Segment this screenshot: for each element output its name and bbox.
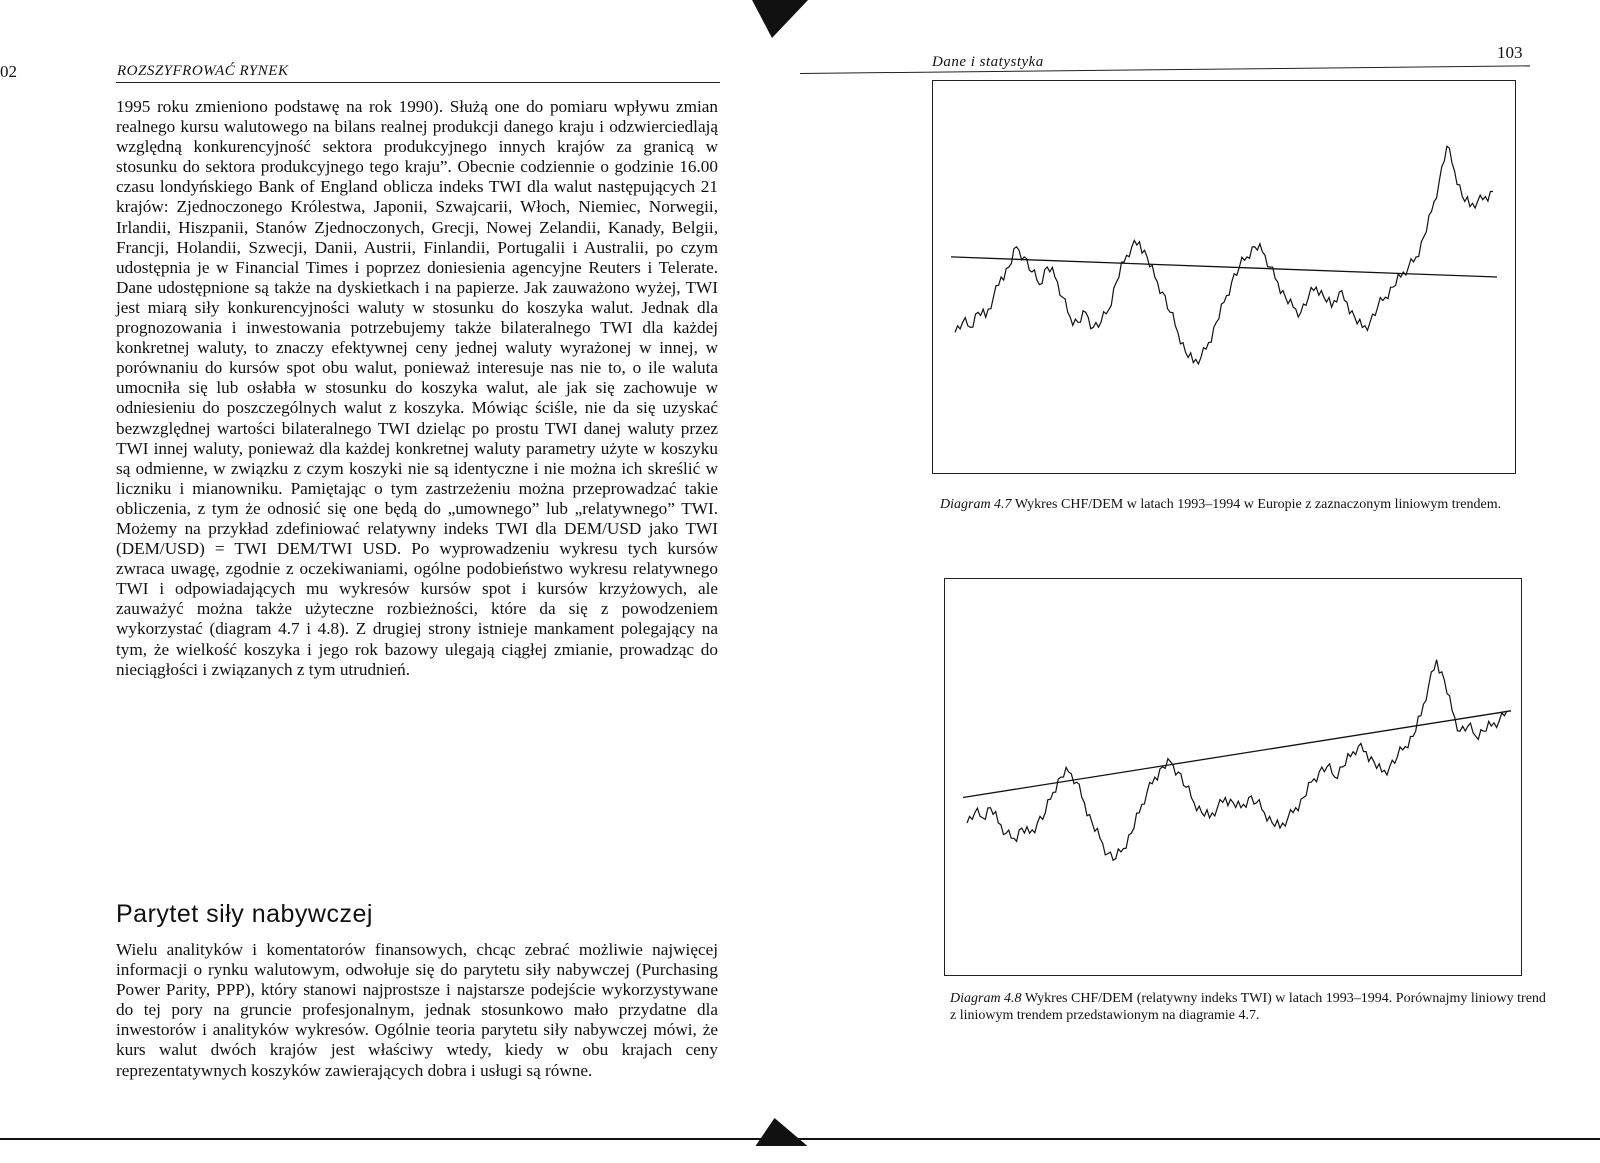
left-body-text	[116, 97, 718, 680]
section-body-text	[116, 940, 718, 1081]
right-running-head: Dane i statystyka	[932, 54, 1044, 70]
caption-text: Wykres CHF/DEM w latach 1993–1994 w Europie z zaznaczonym liniowym trendem.	[1014, 497, 1502, 512]
caption-diagram-4-8	[950, 990, 1550, 1024]
section-paragraph: Wielu analityków i komentatorów finansowych, chcąc zebrać możliwie najwięcej informacji o rynku walutowym, odwołuje się do parytetu siły nabywczej (Purchasing Power Parity, PPP), który stanowi najprostsze i najstarsze podejście wykorzystywane do tej pory na gruncie profesjonalnym, jednak stosunkowo mało przydatne dla inwestorów i analityków wykresów. Ogólnie teoria parytetu siły nabywczej mówi, że kurs walut dwóch krajów jest właściwy wtedy, kiedy w obu krajach ceny reprezentatywnych koszyków zawierających dobra i usługi są równe.	[116, 940, 718, 1080]
page-bottom-edge	[0, 1138, 1600, 1140]
left-header-rule	[116, 82, 720, 83]
binding-shadow-top	[744, 0, 808, 38]
chart-4-7-svg	[933, 81, 1515, 473]
body-paragraph: 1995 roku zmieniono podstawę na rok 1990). Służą one do pomiaru wpływu zmian realnego kursu walutowego na bilans realnej produkcji danego kraju i odzwierciedlają względną konkurencyjność sektora produkcyjnego innych krajów za granicą w stosunku do sektora produkcyjnego tego kraju”. Obecnie codziennie o godzinie 16.00 czasu londyńskiego Bank of England oblicza indeks TWI dla walut następujących 21 krajów: Zjednoczonego Królestwa, Japonii, Szwajcarii, Włoch, Niemiec, Norwegii, Irlandii, Hiszpanii, Stanów Zjednoczonych, Grecji, Nowej Zelandii, Kanady, Belgii, Francji, Holandii, Szwecji, Danii, Austrii, Finlandii, Portugalii i Australii, po czym udostępnia je w Financial Times i poprzez doniesienia agencyjne Reuters i Telerate. Dane udostępnione są także na dyskietkach i na papierze. Jak zauważono wyżej, TWI jest miarą siły konkurencyjności waluty w stosunku do koszyka walut. Jednak dla prognozowania i inwestowania potrzebujemy także bilateralnego TWI dla każdej konkretnej waluty, to znaczy efektywnej ceny jednej waluty wyrażonej w innej, w porównaniu do kursów spot obu walut, ponieważ interesuje nas nie to, o ile waluta umocniła się lub osłabła w stosunku do koszyka walut, ale jak się zachowuje w odniesieniu do poszczególnych walut z koszyka. Mówiąc ściśle, nie da się uzyskać bezwzględnej wartości bilateralnego TWI dzieląc po prostu TWI danej waluty przez TWI innej waluty, ponieważ dla każdej konkretnej waluty parametry użyte w koszyku są odmienne, w związku z czym koszyki nie są identyczne i nie można ich skreślić w liczniku i mianowniku. Pamiętając o tym zastrzeżeniu można przeprowadzać takie obliczenia, z tym że odnosić się one będą do „umownego” lub „relatywnego” TWI. Możemy na przykład zdefiniować relatywny indeks TWI dla DEM/USD jako TWI (DEM/USD) = TWI DEM/TWI USD. Po wyprowadzeniu wykresu tych kursów zwraca uwagę, zgodnie z oczekiwaniami, ogólne podobieństwo wykresu relatywnego TWI i odpowiadających mu wykresów kursów spot i kursów krzyżowych, ale zauważyć można także użyteczne rozbieżności, które da się z powodzeniem wykorzystać (diagram 4.7 i 4.8). Z drugiej strony istnieje mankament polegający na tym, że wielkość koszyka i jego rok bazowy ulegają ciągłej zmianie, prowadząc do nieciągłości i związanych z tym utrudnień.	[116, 97, 718, 679]
binding-shadow-bottom	[749, 1118, 808, 1146]
left-page-number: 02	[0, 62, 17, 81]
caption-text: Wykres CHF/DEM (relatywny indeks TWI) w latach 1993–1994. Porównajmy liniowy trend z liniowym trendem przedstawionym na diagramie 4.7.	[950, 991, 1546, 1023]
price-series-line	[967, 660, 1507, 860]
caption-label: Diagram 4.7	[940, 497, 1012, 512]
chart-4-8-svg	[945, 579, 1521, 975]
chart-diagram-4-8	[944, 578, 1522, 976]
chart-diagram-4-7	[932, 80, 1516, 474]
right-header-rule	[800, 65, 1530, 74]
caption-diagram-4-7	[940, 496, 1540, 513]
section-heading: Parytet siły nabywczej	[116, 900, 373, 928]
caption-label: Diagram 4.8	[950, 991, 1022, 1006]
linear-trend-line	[963, 711, 1511, 798]
left-running-head: ROZSZYFROWAĆ RYNEK	[117, 63, 289, 79]
right-page-number: 103	[1497, 43, 1523, 62]
price-series-line	[955, 146, 1493, 364]
